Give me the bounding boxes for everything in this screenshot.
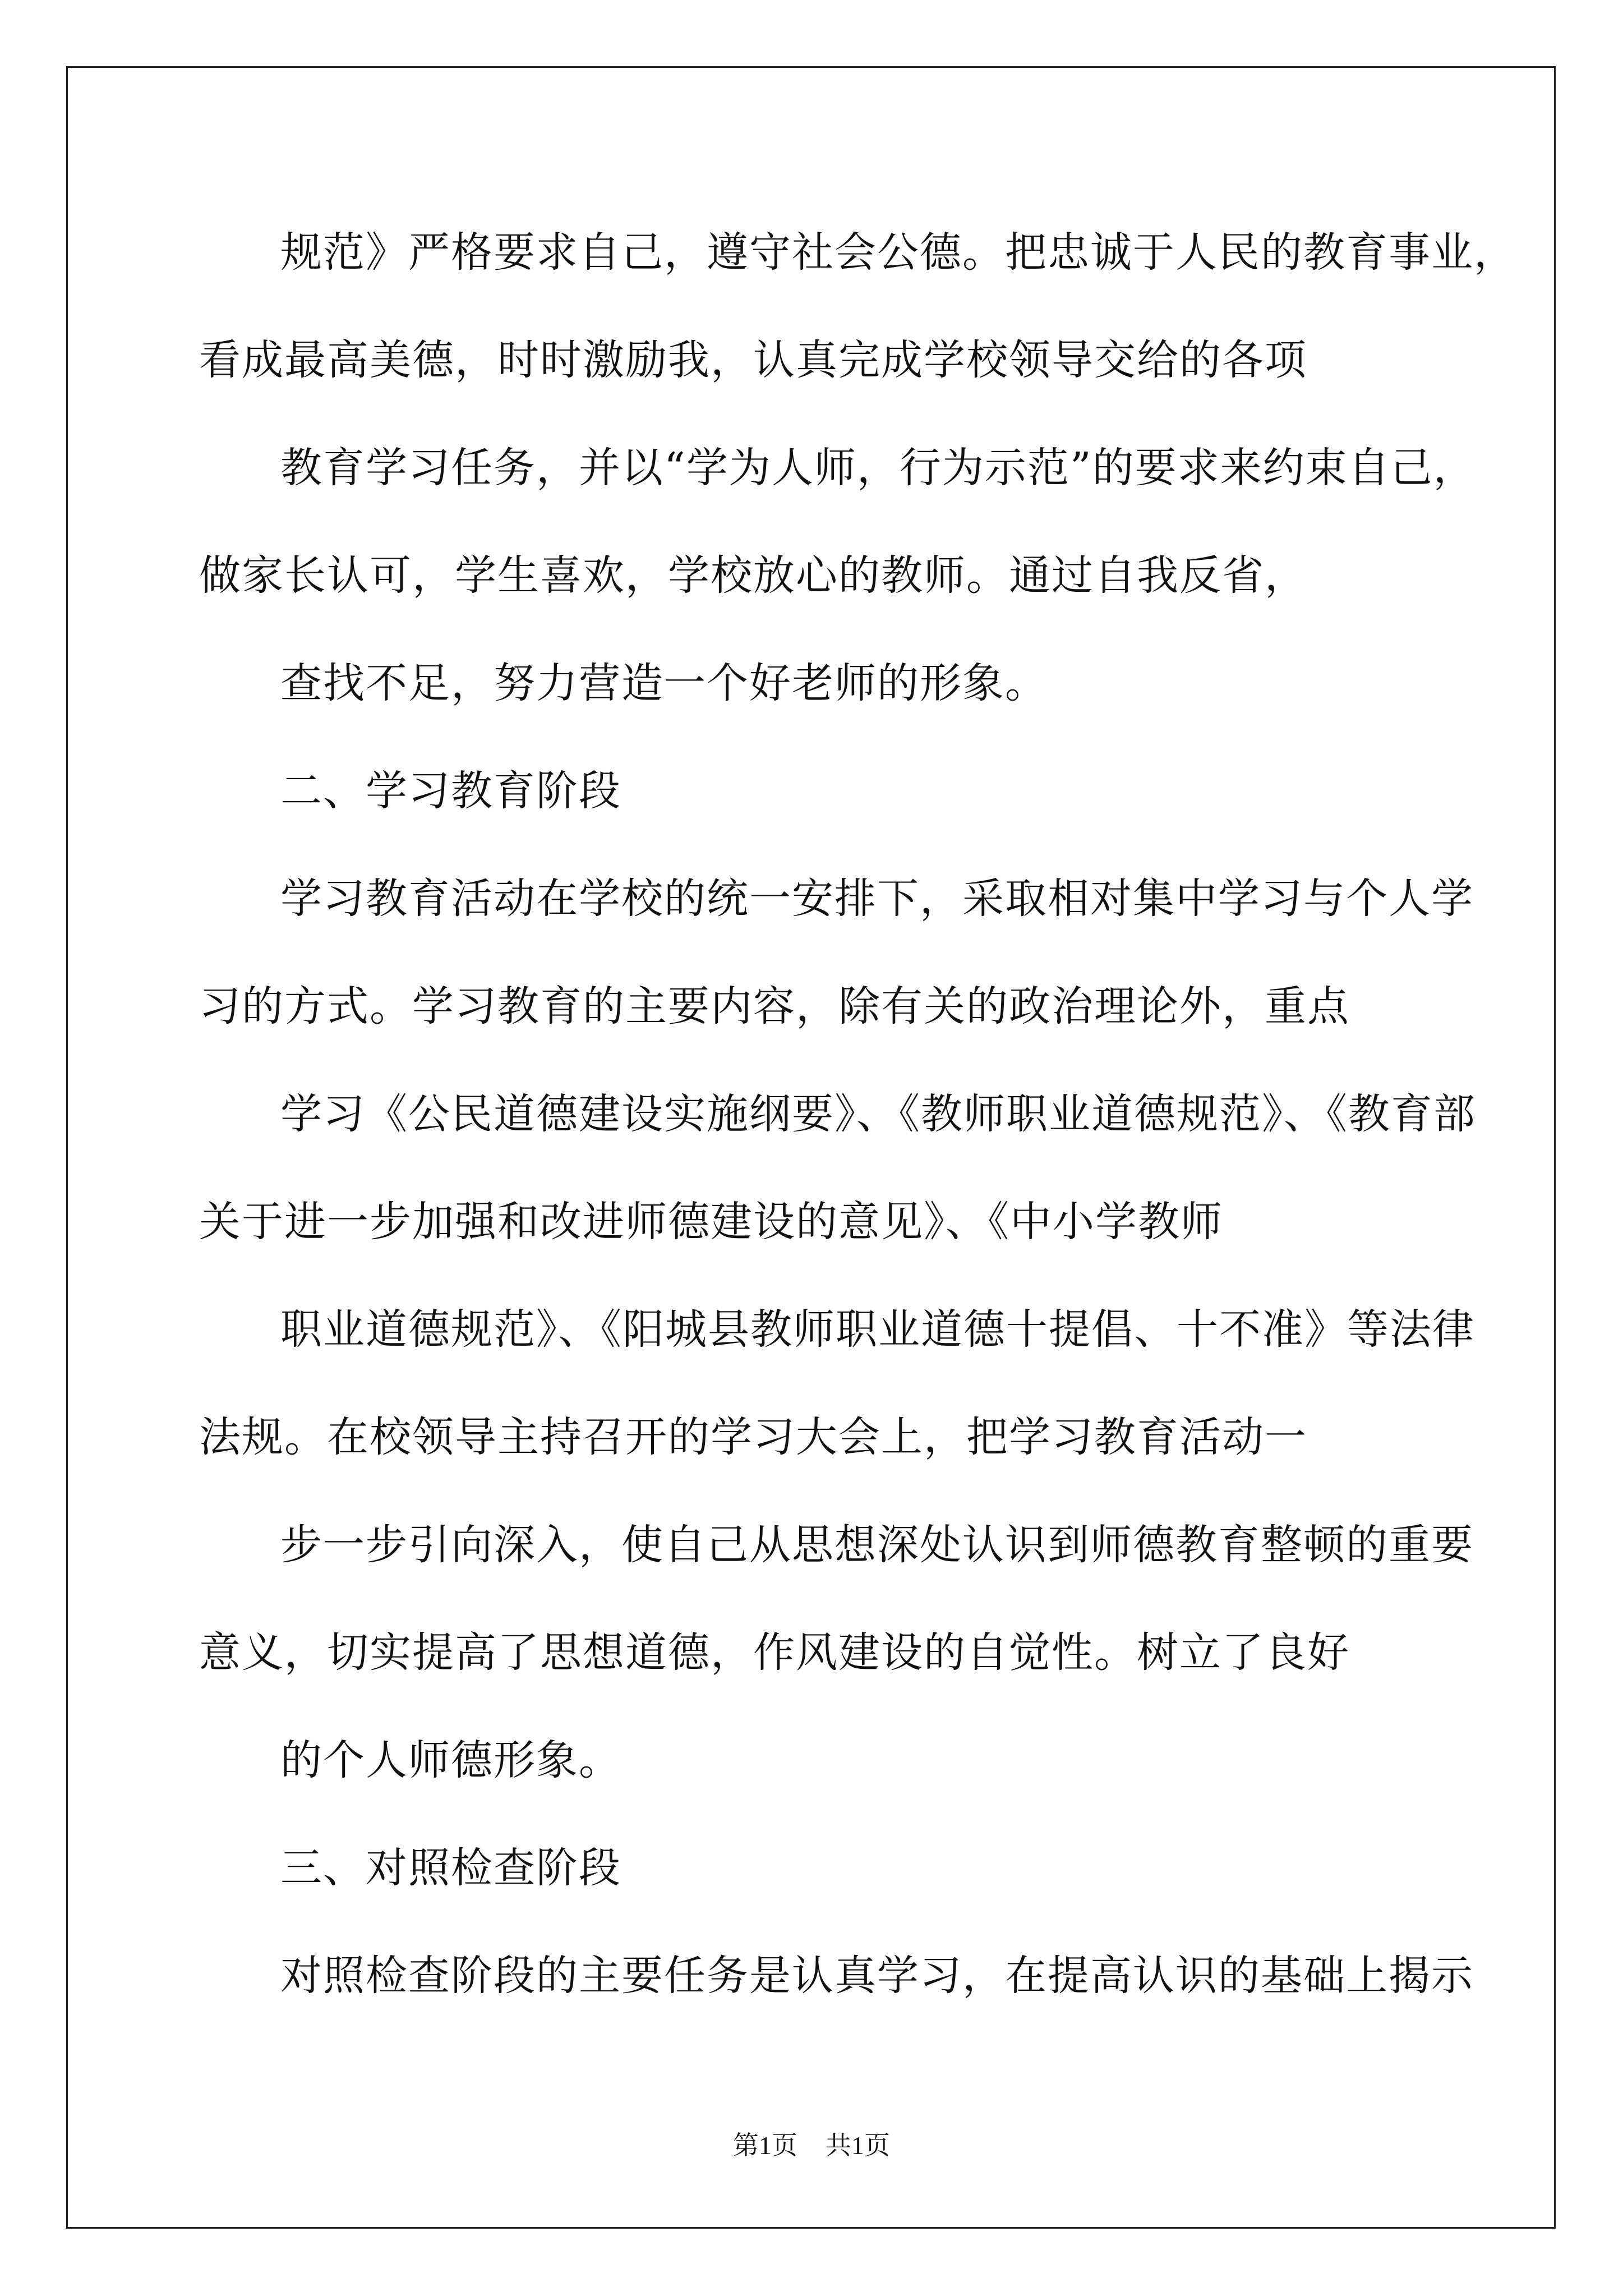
text-line-11: 职业道德规范》、《阳城县教师职业道德十提倡、十不准》等法律 xyxy=(280,1305,1475,1354)
text-line-10: 关于进一步加强和改进师德建设的意见》、《中小学教师 xyxy=(199,1198,1223,1246)
page-frame xyxy=(66,66,1556,2229)
text-line-17: 对照检查阶段的主要任务是认真学习，在提高认识的基础上揭示 xyxy=(280,1952,1474,2000)
text-line-4: 做家长认可，学生喜欢，学校放心的教师。通过自我反省， xyxy=(199,551,1307,600)
page-footer xyxy=(0,2129,1623,2162)
text-line-5: 查找不足，努力营造一个好老师的形象。 xyxy=(280,659,1048,707)
page-number-current: 第1页 xyxy=(733,2131,797,2160)
text-line-9: 学习《公民道德建设实施纲要》、《教师职业道德规范》、《教育部 xyxy=(280,1090,1476,1138)
section-heading-3: 三、对照检查阶段 xyxy=(280,1844,621,1892)
text-line-12: 法规。在校领导主持召开的学习大会上，把学习教育活动一 xyxy=(199,1413,1307,1461)
text-line-3: 教育学习任务，并以“学为人师，行为示范”的要求来约束自己， xyxy=(280,444,1476,492)
text-line-1: 规范》严格要求自己，遵守社会公德。把忠诚于人民的教育事业， xyxy=(280,228,1516,277)
page-number-total: 共1页 xyxy=(826,2131,890,2160)
text-line-15: 的个人师德形象。 xyxy=(280,1736,621,1784)
text-line-2: 看成最高美德，时时激励我，认真完成学校领导交给的各项 xyxy=(199,336,1307,384)
section-heading-2: 二、学习教育阶段 xyxy=(280,767,621,815)
text-line-8: 习的方式。学习教育的主要内容，除有关的政治理论外，重点 xyxy=(199,982,1350,1030)
text-line-14: 意义，切实提高了思想道德，作风建设的自觉性。树立了良好 xyxy=(199,1628,1350,1677)
text-line-7: 学习教育活动在学校的统一安排下，采取相对集中学习与个人学 xyxy=(280,875,1474,923)
text-line-13: 步一步引向深入，使自己从思想深处认识到师德教育整顿的重要 xyxy=(280,1521,1474,1569)
